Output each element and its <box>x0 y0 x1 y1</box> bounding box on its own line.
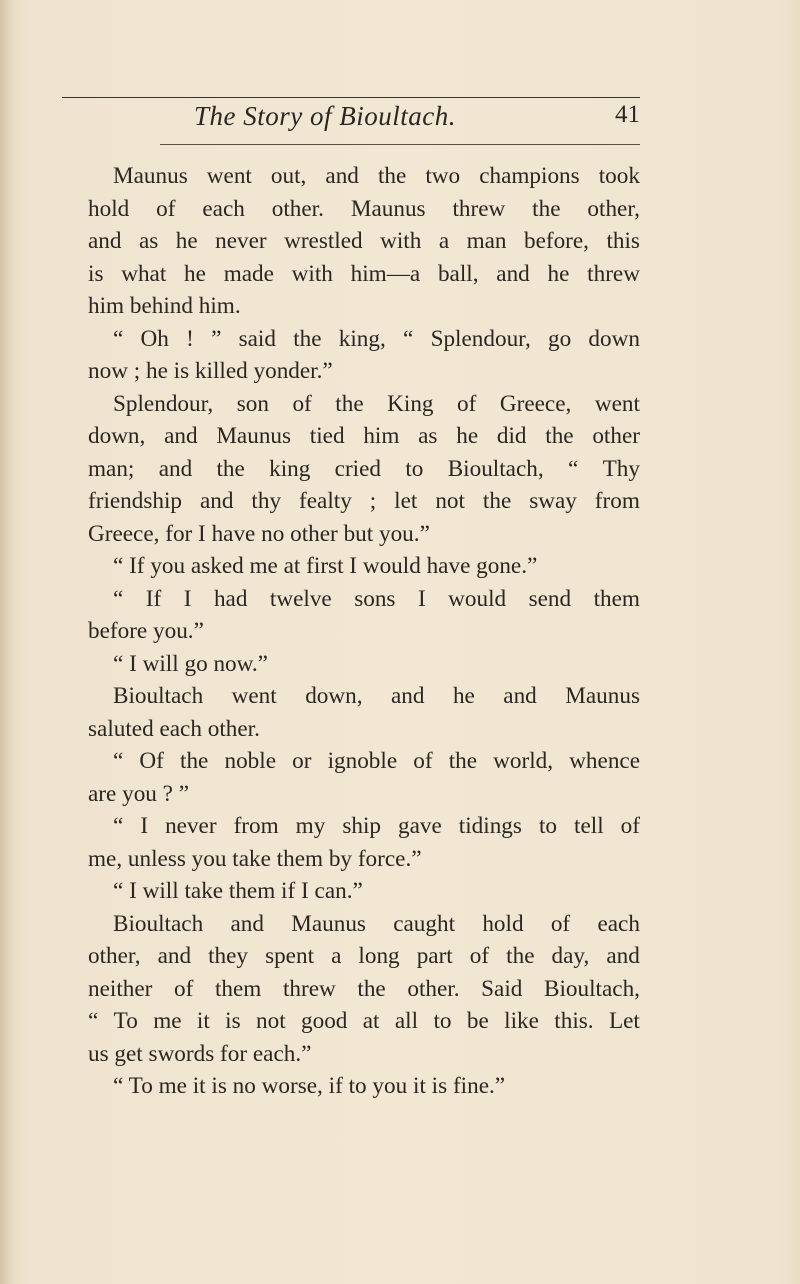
text-line: hold of each other. Maunus threw the other, <box>88 195 640 222</box>
header-rule-top <box>62 97 640 98</box>
text-line: “ If you asked me at first I would have gone.” <box>113 553 538 579</box>
text-line: him behind him. <box>88 293 241 319</box>
text-line: Maunus went out, and the two champions took <box>113 163 640 189</box>
text-line: before you.” <box>88 618 204 644</box>
text-line: Bioultach and Maunus caught hold of each <box>113 910 640 937</box>
text-line: me, unless you take them by force.” <box>88 845 422 872</box>
text-line: “ I will take them if I can.” <box>113 878 363 904</box>
text-line: “ Oh ! ” said the king, “ Splendour, go down <box>113 325 640 352</box>
running-title: The Story of Bioultach. <box>194 101 456 131</box>
text-line: are you ? ” <box>88 780 190 807</box>
text-line: “ I never from my ship gave tidings to tell of <box>113 813 640 839</box>
page-gutter-shadow <box>0 0 14 1284</box>
text-line: “ I will go now.” <box>113 650 268 677</box>
header-rule-bottom <box>160 144 640 145</box>
text-line: other, and they spent a long part of the day, and <box>88 943 640 969</box>
text-line: neither of them threw the other. Said Bioultach, <box>88 975 640 1002</box>
text-line: man; and the king cried to Bioultach, “ Thy <box>88 455 640 482</box>
text-line: “ To me it is not good at all to be like this. Let <box>88 1008 640 1034</box>
text-line: us get swords for each.” <box>88 1040 312 1067</box>
page-number: 41 <box>615 101 640 128</box>
text-line: “ To me it is no worse, if to you it is fine.” <box>113 1073 506 1099</box>
text-line: saluted each other. <box>88 715 260 742</box>
text-line: is what he made with him—a ball, and he threw <box>88 260 640 287</box>
text-line: down, and Maunus tied him as he did the other <box>88 423 640 449</box>
text-line: “ If I had twelve sons I would send them <box>113 585 640 612</box>
running-head <box>62 101 640 141</box>
text-line: Greece, for I have no other but you.” <box>88 520 430 547</box>
text-line: friendship and thy fealty ; let not the sway from <box>88 488 640 514</box>
text-line: Splendour, son of the King of Greece, went <box>113 390 640 417</box>
text-line: now ; he is killed yonder.” <box>88 358 333 384</box>
body-text <box>88 160 640 1103</box>
text-line: Bioultach went down, and he and Maunus <box>113 683 640 709</box>
text-line: and as he never wrestled with a man before, this <box>88 228 640 254</box>
text-line: “ Of the noble or ignoble of the world, whence <box>113 748 640 774</box>
